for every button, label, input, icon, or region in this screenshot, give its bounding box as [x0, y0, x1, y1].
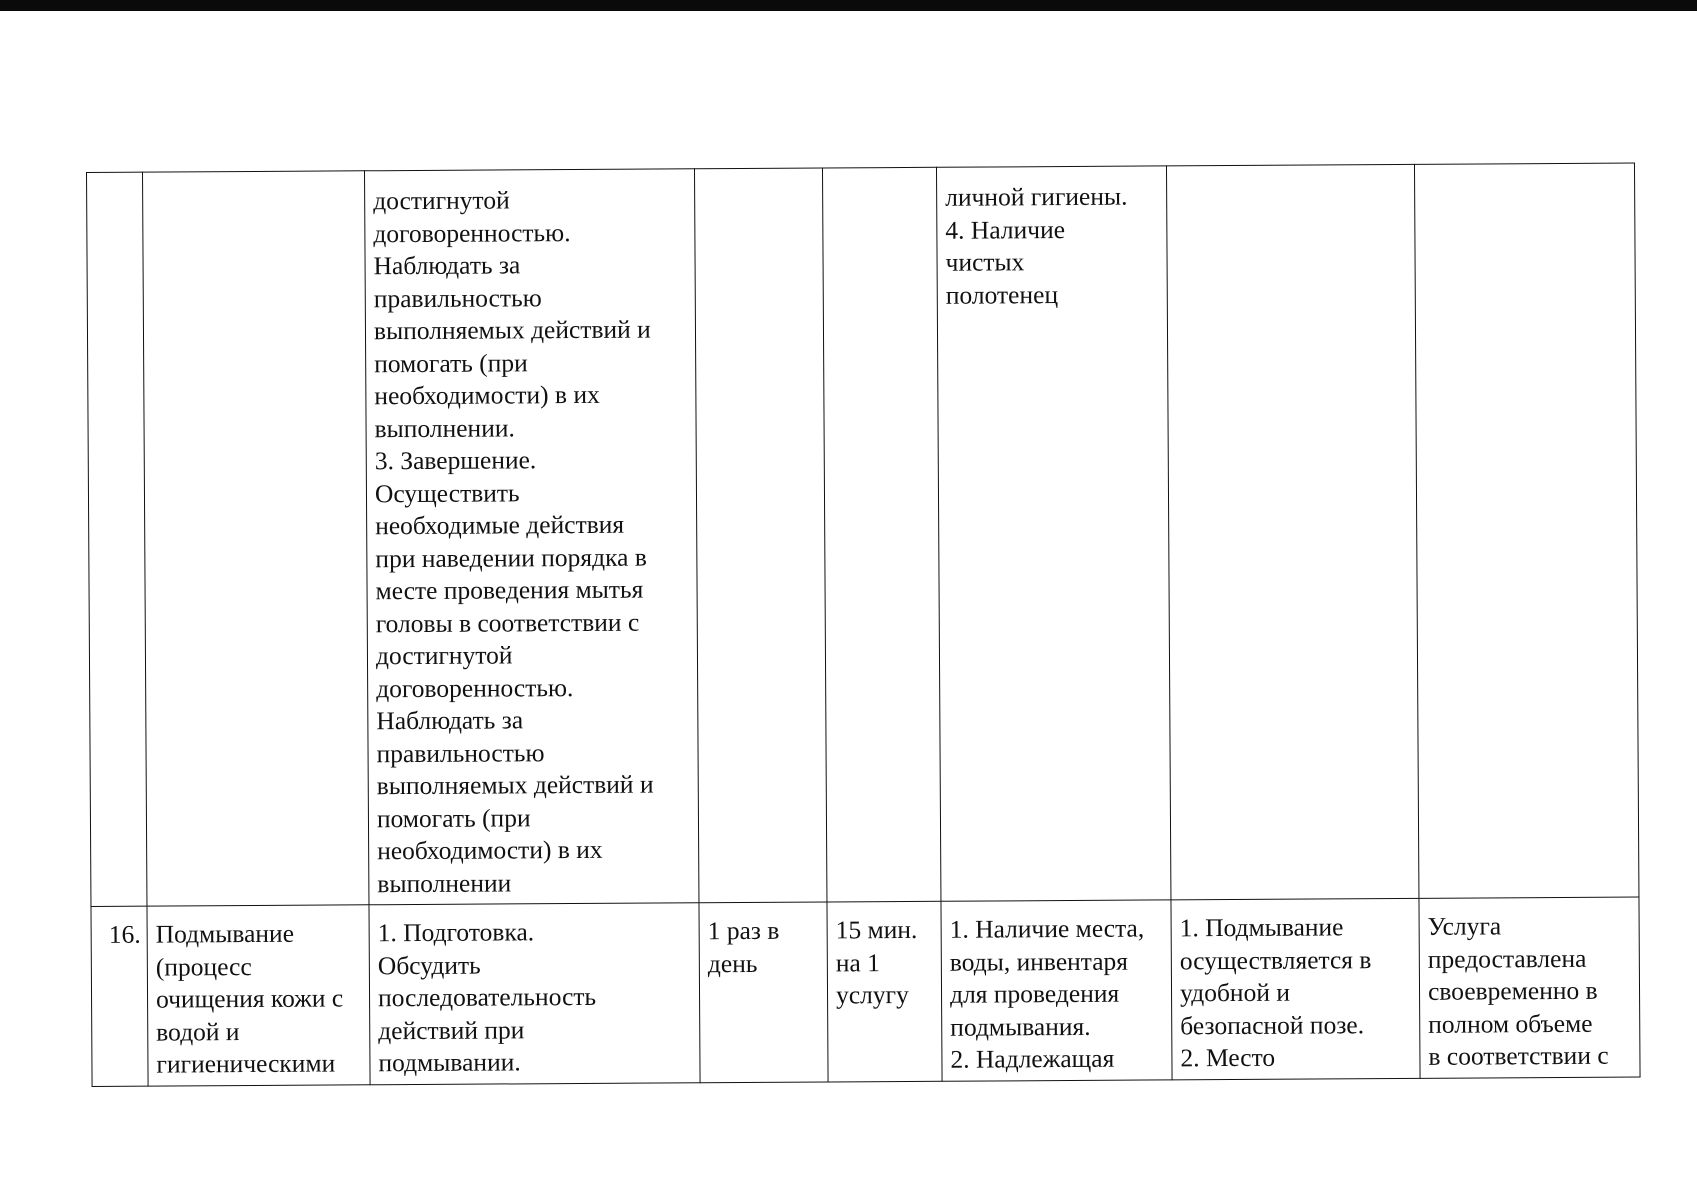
scan-edge	[0, 0, 1697, 11]
service-description-cell: 1. Подготовка. Обсудить последовательность действий при подмывании.	[369, 903, 700, 1085]
duration-cell: 15 мин. на 1 услугу	[827, 901, 942, 1081]
duration-cell	[822, 167, 940, 902]
result-cell	[1414, 163, 1638, 898]
table-row	[91, 897, 1640, 1086]
result-cell: Услуга предоставлена своевременно в полном объеме в соответствии с	[1419, 897, 1640, 1078]
conditions-cell: личной гигиены. 4. Наличие чистых полотенец	[936, 166, 1170, 901]
services-table	[86, 163, 1641, 1087]
service-name-cell	[143, 171, 369, 906]
row-number-cell	[87, 172, 147, 906]
row-number-cell: 16.	[91, 906, 148, 1086]
frequency-cell: 1 раз в день	[699, 902, 828, 1082]
service-name-cell: Подмывание (процесс очищения кожи с водой и гигиеническими	[147, 905, 370, 1086]
service-description-cell: достигнутой договоренностью. Наблюдать за правильностью выполняемых действий и помогать (при необходимости) в их выполнении. 3. Завершение. Осуществить необходимые действия при наведении порядка в месте проведения мытья головы в соответствии с достигнутой договоренностью. Наблюдать за правильностью выполняемых действий и помогать (при необходимости) в их выполнении	[364, 169, 698, 905]
frequency-cell	[694, 168, 826, 903]
conditions-cell: 1. Наличие места, воды, инвентаря для проведения подмывания. 2. Надлежащая	[941, 900, 1172, 1081]
quality-cell	[1166, 164, 1418, 900]
quality-cell: 1. Подмывание осуществляется в удобной и безопасной позе. 2. Место	[1171, 898, 1420, 1079]
table-row	[87, 163, 1639, 906]
